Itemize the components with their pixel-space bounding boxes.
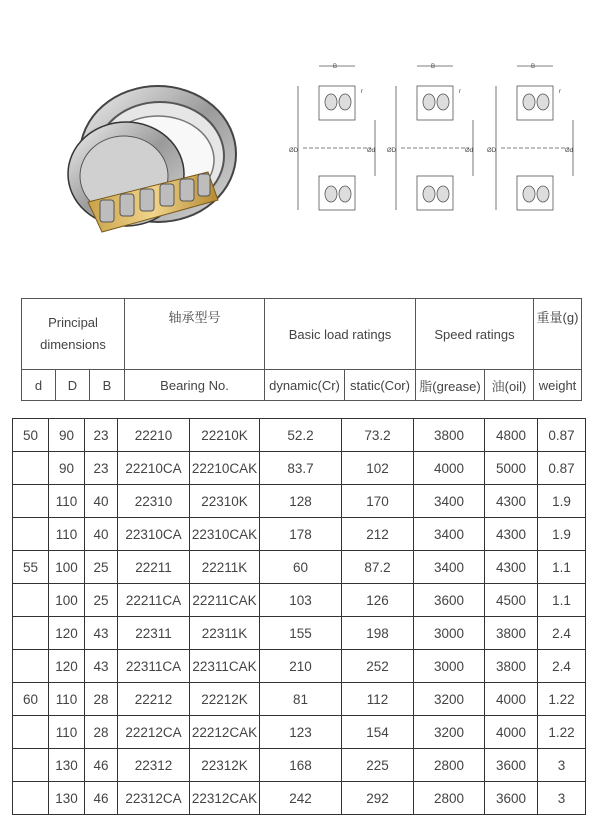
cell-d	[13, 617, 49, 650]
cell-grease: 3000	[414, 650, 485, 683]
cell-d	[13, 518, 49, 551]
col-bearing-no: Bearing No.	[125, 370, 265, 401]
cell-d: 55	[13, 551, 49, 584]
cell-grease: 3200	[414, 683, 485, 716]
cell-dynamic: 242	[260, 782, 342, 815]
cell-bearing-no-k: 22210K	[190, 419, 260, 452]
table-row	[13, 650, 586, 683]
cell-bearing-no: 22212	[118, 683, 190, 716]
cell-grease: 3200	[414, 716, 485, 749]
cell-oil: 3800	[485, 650, 538, 683]
cell-bearing-no: 22210CA	[118, 452, 190, 485]
cell-B: 43	[85, 650, 118, 683]
col-grease: 脂(grease)	[416, 370, 485, 401]
bearing-photo	[58, 82, 238, 242]
cell-B: 40	[85, 518, 118, 551]
table-row	[13, 584, 586, 617]
model-header: 轴承型号	[125, 299, 265, 370]
cell-weight: 1.22	[538, 716, 586, 749]
basic-load-header: Basic load ratings	[265, 299, 416, 370]
cell-D: 110	[49, 683, 85, 716]
speed-header: Speed ratings	[416, 299, 534, 370]
cell-bearing-no: 22211CA	[118, 584, 190, 617]
cell-d	[13, 452, 49, 485]
cell-bearing-no-k: 22212CAK	[190, 716, 260, 749]
cell-static: 126	[342, 584, 414, 617]
cell-bearing-no: 22312CA	[118, 782, 190, 815]
cell-B: 25	[85, 584, 118, 617]
cell-B: 23	[85, 452, 118, 485]
col-oil: 油(oil)	[485, 370, 534, 401]
cell-oil: 4000	[485, 683, 538, 716]
cell-weight: 0.87	[538, 419, 586, 452]
cell-d	[13, 749, 49, 782]
cell-D: 110	[49, 518, 85, 551]
cell-oil: 4500	[485, 584, 538, 617]
cell-d: 50	[13, 419, 49, 452]
cell-B: 43	[85, 617, 118, 650]
cell-bearing-no: 22311	[118, 617, 190, 650]
cell-D: 120	[49, 617, 85, 650]
cell-grease: 2800	[414, 749, 485, 782]
cell-bearing-no: 22311CA	[118, 650, 190, 683]
cell-dynamic: 123	[260, 716, 342, 749]
cell-oil: 4300	[485, 518, 538, 551]
table-row	[13, 518, 586, 551]
spec-table-body	[12, 418, 586, 815]
cell-oil: 3600	[485, 782, 538, 815]
table-row	[13, 683, 586, 716]
cell-static: 198	[342, 617, 414, 650]
cell-oil: 4800	[485, 419, 538, 452]
cell-D: 130	[49, 749, 85, 782]
cell-B: 25	[85, 551, 118, 584]
cell-B: 28	[85, 683, 118, 716]
table-row	[13, 749, 586, 782]
cell-dynamic: 52.2	[260, 419, 342, 452]
cell-bearing-no-k: 22312CAK	[190, 782, 260, 815]
cell-bearing-no: 22211	[118, 551, 190, 584]
cell-D: 90	[49, 452, 85, 485]
cell-D: 100	[49, 551, 85, 584]
cell-B: 23	[85, 419, 118, 452]
cell-B: 46	[85, 749, 118, 782]
principal-dimensions-header: Principal dimensions	[22, 299, 125, 370]
cell-weight: 0.87	[538, 452, 586, 485]
cell-weight: 3	[538, 782, 586, 815]
weight-header: 重量(g)	[534, 299, 582, 370]
cell-static: 102	[342, 452, 414, 485]
cell-weight: 1.1	[538, 551, 586, 584]
cell-D: 100	[49, 584, 85, 617]
cell-bearing-no-k: 22310K	[190, 485, 260, 518]
cell-static: 225	[342, 749, 414, 782]
table-row	[13, 617, 586, 650]
cell-d	[13, 716, 49, 749]
cell-weight: 1.22	[538, 683, 586, 716]
table-row	[13, 782, 586, 815]
cell-dynamic: 103	[260, 584, 342, 617]
cell-dynamic: 81	[260, 683, 342, 716]
cell-dynamic: 60	[260, 551, 342, 584]
cell-static: 170	[342, 485, 414, 518]
cell-bearing-no-k: 22312K	[190, 749, 260, 782]
cell-D: 90	[49, 419, 85, 452]
table-row	[13, 452, 586, 485]
cell-dynamic: 128	[260, 485, 342, 518]
table-row	[13, 551, 586, 584]
cell-oil: 3600	[485, 749, 538, 782]
cell-D: 120	[49, 650, 85, 683]
spec-table-header	[21, 298, 582, 401]
col-B: B	[90, 370, 125, 401]
cell-grease: 3000	[414, 617, 485, 650]
cell-bearing-no: 22310	[118, 485, 190, 518]
cell-weight: 1.1	[538, 584, 586, 617]
cell-d	[13, 485, 49, 518]
cell-grease: 2800	[414, 782, 485, 815]
cell-bearing-no: 22312	[118, 749, 190, 782]
cell-grease: 4000	[414, 452, 485, 485]
cell-d	[13, 584, 49, 617]
cell-d: 60	[13, 683, 49, 716]
cell-static: 154	[342, 716, 414, 749]
cell-d	[13, 650, 49, 683]
cell-bearing-no-k: 22310CAK	[190, 518, 260, 551]
cell-bearing-no-k: 22311K	[190, 617, 260, 650]
cell-grease: 3400	[414, 518, 485, 551]
cell-bearing-no: 22212CA	[118, 716, 190, 749]
cell-weight: 1.9	[538, 518, 586, 551]
cell-oil: 4300	[485, 551, 538, 584]
col-d: d	[22, 370, 56, 401]
drawing-label-b: B	[333, 64, 338, 70]
col-dynamic: dynamic(Cr)	[265, 370, 345, 401]
cell-bearing-no-k: 22211CAK	[190, 584, 260, 617]
table-row	[13, 716, 586, 749]
cell-static: 212	[342, 518, 414, 551]
cell-bearing-no-k: 22212K	[190, 683, 260, 716]
cell-D: 110	[49, 716, 85, 749]
cell-weight: 2.4	[538, 617, 586, 650]
col-weight: weight	[534, 370, 582, 401]
cell-static: 73.2	[342, 419, 414, 452]
cell-B: 46	[85, 782, 118, 815]
cell-static: 112	[342, 683, 414, 716]
cell-weight: 3	[538, 749, 586, 782]
cell-grease: 3400	[414, 551, 485, 584]
drawing-label-d-inner: Ød	[367, 148, 376, 154]
cell-B: 28	[85, 716, 118, 749]
cell-dynamic: 155	[260, 617, 342, 650]
cell-static: 87.2	[342, 551, 414, 584]
cell-bearing-no-k: 22211K	[190, 551, 260, 584]
cell-dynamic: 178	[260, 518, 342, 551]
cell-static: 252	[342, 650, 414, 683]
cell-weight: 2.4	[538, 650, 586, 683]
col-D: D	[56, 370, 90, 401]
cell-d	[13, 782, 49, 815]
cell-D: 110	[49, 485, 85, 518]
drawing-label-r: r	[361, 89, 363, 95]
table-row	[13, 419, 586, 452]
cell-oil: 4300	[485, 485, 538, 518]
table-row	[13, 485, 586, 518]
cell-weight: 1.9	[538, 485, 586, 518]
cell-static: 292	[342, 782, 414, 815]
drawing-label-d-outer: ØD	[289, 148, 298, 154]
cell-dynamic: 83.7	[260, 452, 342, 485]
cell-D: 130	[49, 782, 85, 815]
cell-dynamic: 168	[260, 749, 342, 782]
cell-bearing-no-k: 22311CAK	[190, 650, 260, 683]
bearing-drawings	[283, 58, 593, 223]
cell-dynamic: 210	[260, 650, 342, 683]
cell-grease: 3400	[414, 485, 485, 518]
cell-grease: 3600	[414, 584, 485, 617]
cell-bearing-no: 22210	[118, 419, 190, 452]
cell-oil: 3800	[485, 617, 538, 650]
cell-B: 40	[85, 485, 118, 518]
cell-grease: 3800	[414, 419, 485, 452]
cell-oil: 5000	[485, 452, 538, 485]
cell-bearing-no: 22310CA	[118, 518, 190, 551]
cell-oil: 4000	[485, 716, 538, 749]
cell-bearing-no-k: 22210CAK	[190, 452, 260, 485]
col-static: static(Cor)	[345, 370, 416, 401]
